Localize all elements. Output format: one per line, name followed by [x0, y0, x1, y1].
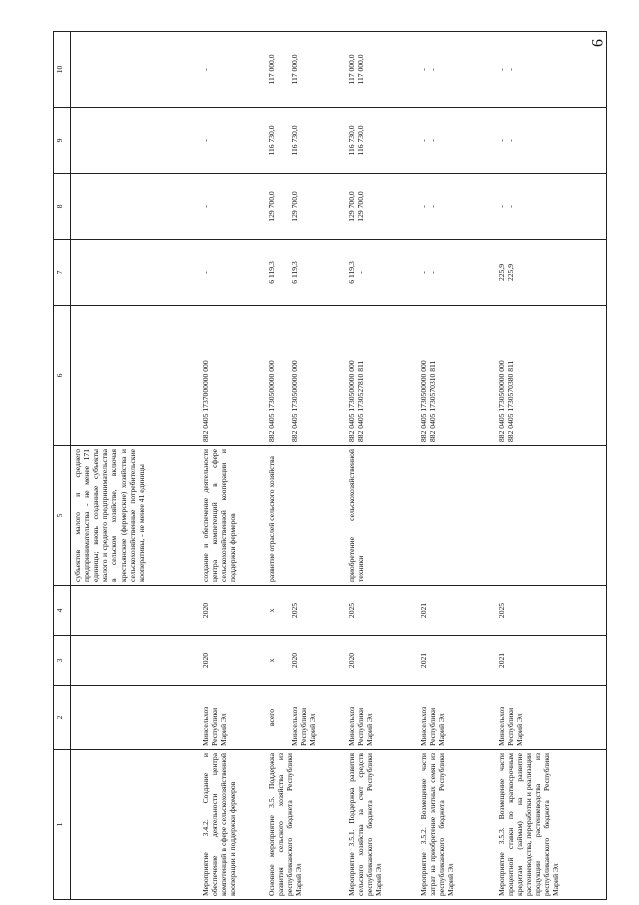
col-header: 6	[54, 306, 71, 446]
amount-col8	[417, 174, 495, 240]
end-year: 2020	[199, 586, 265, 636]
column-number-row	[54, 32, 71, 900]
amount-value: -	[496, 68, 506, 71]
amount-value: -	[505, 68, 515, 71]
budget-code-line: 882 0405 1730500000 000	[289, 360, 299, 442]
budget-code: 882 0405 1737000000 000	[199, 306, 265, 446]
amount-value: 129 700,0	[266, 191, 276, 222]
amount-value: -	[496, 205, 506, 208]
end-year: 2021	[417, 586, 495, 636]
executor-total: всего	[266, 708, 276, 727]
amount-col10: -	[199, 32, 265, 108]
amount-value: -	[418, 68, 428, 71]
amount-value: 117 000,0	[289, 54, 299, 85]
budget-code	[265, 306, 345, 446]
table-row	[495, 32, 607, 900]
amount-col10	[265, 32, 345, 108]
executor: Минсельхоз Республики Марий Эл	[345, 686, 417, 750]
activity-name: Мероприятие 3.4.2. Создание и обеспечение деятельности центра компетенций в сфере сельскохозяйственной кооперации и поддержки фермеров	[199, 750, 265, 900]
amount-col9	[265, 108, 345, 174]
table-row	[345, 32, 417, 900]
start-year: 2020	[345, 636, 417, 686]
amount-value: -	[427, 139, 437, 142]
amount-col8: -	[199, 174, 265, 240]
activity-name: Основное мероприятие 3.5. Поддержка развития сельского хозяйства из республиканского бюджета Республики Марий Эл	[265, 750, 345, 900]
executor: Минсельхоз Республики Марий Эл	[495, 686, 607, 750]
col-header: 10	[54, 32, 71, 108]
amount-value: -	[505, 139, 515, 142]
col-header: 7	[54, 240, 71, 306]
amount-col10	[495, 32, 607, 108]
amount-value: -	[427, 205, 437, 208]
budget-code	[417, 306, 495, 446]
amount-value: 117 000,0	[355, 54, 365, 85]
budget-code-line: 882 0405 1730527810 811	[355, 360, 365, 442]
col-header: 1	[54, 750, 71, 900]
amount-col7	[265, 240, 345, 306]
amount-value: 116 730,0	[355, 125, 365, 156]
col-header: 8	[54, 174, 71, 240]
amount-col7	[495, 240, 607, 306]
end-year	[265, 586, 345, 636]
activity-name: Мероприятие 3.5.2. Возмещение части затрат на приобретение элитных семян из республиканского бюджета Республики Марий Эл	[417, 750, 495, 900]
end-year: 2025	[345, 586, 417, 636]
start-year: 2021	[495, 636, 607, 686]
amount-col10	[71, 32, 199, 108]
amount-value: 225,9	[505, 263, 515, 282]
amount-col7	[345, 240, 417, 306]
amount-col10	[345, 32, 417, 108]
amount-col7: -	[199, 240, 265, 306]
amount-col8	[495, 174, 607, 240]
col-header: 2	[54, 686, 71, 750]
expected-result: субъектов малого и среднего предпринимательства - не менее 171 единицы; вновь созданные субъекты малого и среднего предпринимательства в сельском хозяйстве, включая крестьянские (фермерские) хозяйства и сельскохозяйственные потребительские кооперативы, - не менее 41 единицы	[71, 446, 199, 586]
amount-value: 6 119,3	[289, 261, 299, 284]
col-header: 4	[54, 586, 71, 636]
table-row	[265, 32, 345, 900]
end-year	[71, 586, 199, 636]
amount-value: 129 700,0	[346, 191, 356, 222]
budget-code-line: 882 0405 1730570310 811	[427, 360, 437, 442]
amount-value: 6 119,3	[346, 261, 356, 284]
amount-value: -	[427, 271, 437, 274]
table-row	[199, 32, 265, 900]
budget-code-line: 882 0405 1730570380 811	[505, 360, 515, 442]
amount-col10	[417, 32, 495, 108]
col-header: 5	[54, 446, 71, 586]
amount-value: 116 730,0	[289, 125, 299, 156]
amount-col9	[417, 108, 495, 174]
amount-col7	[71, 240, 199, 306]
executor	[265, 686, 345, 750]
amount-col9	[495, 108, 607, 174]
executor: Минсельхоз Республики Марий Эл	[417, 686, 495, 750]
amount-value: 116 730,0	[266, 125, 276, 156]
col-header: 9	[54, 108, 71, 174]
page-number: 9	[588, 39, 605, 47]
amount-value: 225,9	[496, 263, 506, 282]
amount-value: 6 119,3	[266, 261, 276, 284]
expected-result: приобретение сельскохозяйственной техники	[345, 446, 417, 586]
amount-col8	[71, 174, 199, 240]
budget-code-line: 882 0405 1730500000 000	[346, 360, 356, 442]
start-year-total: х	[266, 658, 276, 663]
table-row	[417, 32, 495, 900]
start-year-ministry: 2020	[289, 652, 299, 669]
executor: Минсельхоз Республики Марий Эл	[199, 686, 265, 750]
budget-code-line: 882 0405 1730500000 000	[266, 360, 276, 442]
start-year: 2021	[417, 636, 495, 686]
amount-value: -	[418, 271, 428, 274]
budget-code	[71, 306, 199, 446]
amount-col9	[345, 108, 417, 174]
executor	[71, 686, 199, 750]
budget-code-line: 882 0405 1730500000 000	[418, 360, 428, 442]
program-table-sheet	[53, 32, 606, 900]
activity-name: Мероприятие 3.5.1. Поддержка развития сельского хозяйства за счет средств республиканского бюджета Республики Марий Эл	[345, 750, 417, 900]
activity-name	[71, 750, 199, 900]
program-activities-table	[53, 31, 607, 900]
amount-value: -	[355, 271, 365, 274]
amount-col7	[417, 240, 495, 306]
start-year	[71, 636, 199, 686]
amount-value: -	[418, 139, 428, 142]
amount-col8	[265, 174, 345, 240]
col-header: 3	[54, 636, 71, 686]
amount-col9: -	[199, 108, 265, 174]
start-year	[265, 636, 345, 686]
budget-code	[345, 306, 417, 446]
end-year-ministry: 2025	[289, 602, 299, 619]
amount-value: 116 730,0	[346, 125, 356, 156]
budget-code	[495, 306, 607, 446]
expected-result	[417, 446, 495, 586]
expected-result: создание и обеспечение деятельности центра компетенций в сфере сельскохозяйственной кооперации и поддержки фермеров	[199, 446, 265, 586]
amount-value: 117 000,0	[346, 54, 356, 85]
end-year: 2025	[495, 586, 607, 636]
expected-result: развитие отраслей сельского хозяйства	[265, 446, 345, 586]
executor-ministry: Минсельхоз Республики Марий Эл	[289, 706, 317, 746]
budget-code-line: 882 0405 1730500000 000	[496, 360, 506, 442]
activity-name: Мероприятие 3.5.3. Возмещение части процентной ставки по краткосрочным кредитам (займам) на развитие растениеводства, переработки и реализации продукции растениеводства из республиканского бюджета Республики Марий Эл	[495, 750, 607, 900]
table-row	[71, 32, 199, 900]
amount-value: -	[418, 205, 428, 208]
amount-value: 117 000,0	[266, 54, 276, 85]
amount-col9	[71, 108, 199, 174]
amount-value: -	[496, 139, 506, 142]
start-year: 2020	[199, 636, 265, 686]
amount-value: -	[427, 68, 437, 71]
expected-result	[495, 446, 607, 586]
amount-col8	[345, 174, 417, 240]
amount-value: -	[505, 205, 515, 208]
end-year-total: х	[266, 608, 276, 613]
amount-value: 129 700,0	[289, 191, 299, 222]
amount-value: 129 700,0	[355, 191, 365, 222]
